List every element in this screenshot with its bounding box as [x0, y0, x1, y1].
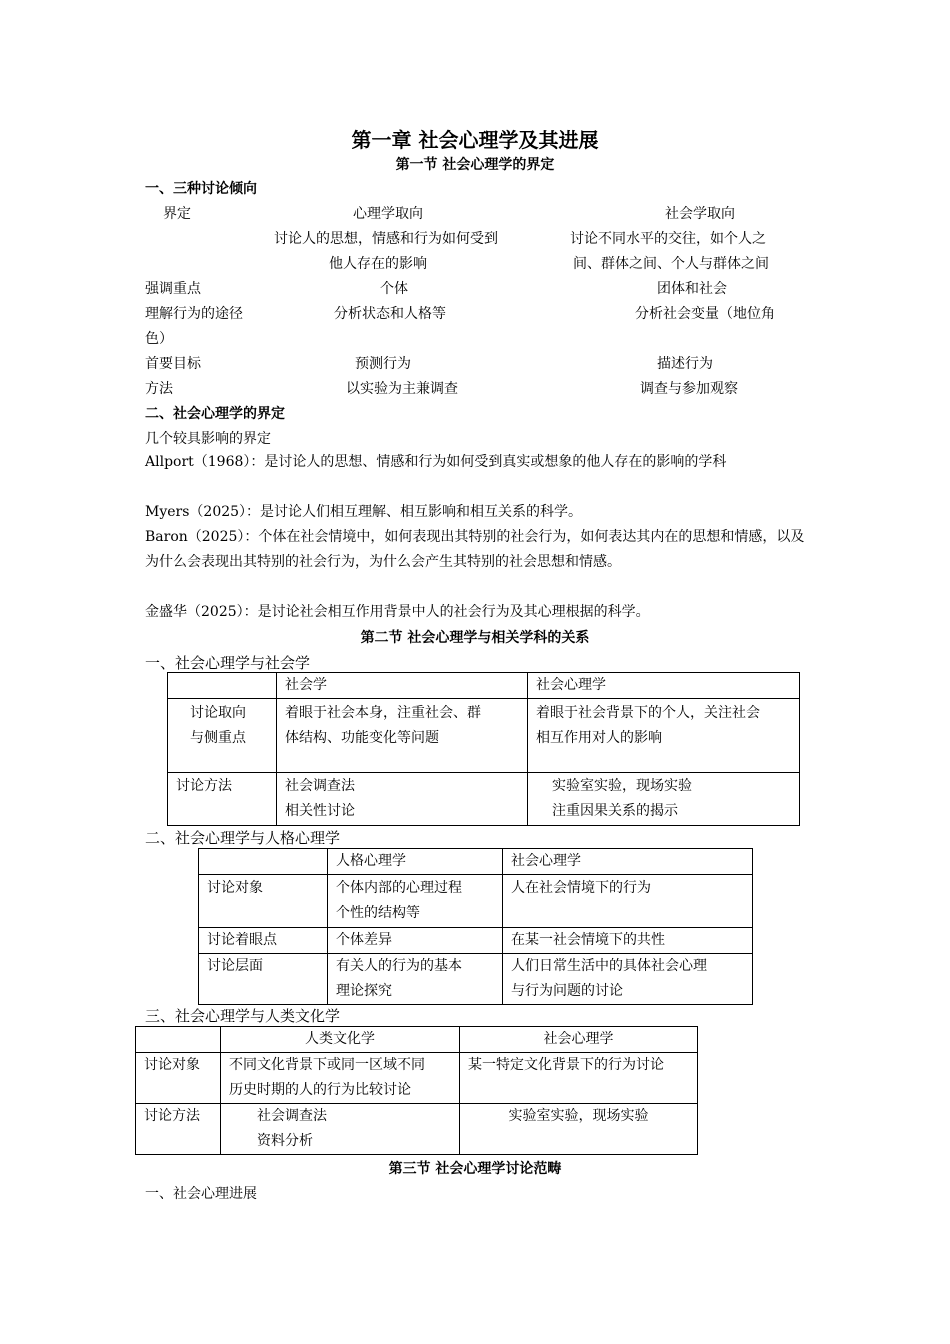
- cell-line: 体结构、功能变化等问题: [285, 730, 439, 746]
- table-row: [136, 1027, 698, 1053]
- heading-anthropology: 三、社会心理学与人类文化学: [145, 1007, 341, 1025]
- table-cell: [528, 773, 800, 826]
- tendency-path-psych: 分析状态和人格等: [334, 306, 446, 322]
- table-cell: [221, 1053, 460, 1104]
- cell-line: 人们日常生活中的具体社会心理: [511, 958, 707, 974]
- tendency-goal-soc: 描述行为: [657, 356, 713, 372]
- chapter-title: 第一章 社会心理学及其进展: [351, 128, 599, 152]
- cell-line: 有关人的行为的基本: [336, 958, 462, 974]
- table-cell: 某一特定文化背景下的行为讨论: [460, 1053, 698, 1104]
- cell-line: 与行为问题的讨论: [511, 983, 623, 999]
- table-row: [168, 773, 800, 826]
- definition-baron: Baron（2025）：个体在社会情境中，如何表现出其特别的社会行为，如何表达其内在的思想和情感，以及为什么会表现出其特别的社会行为，为什么会产生其特别的社会思想和情感。: [145, 529, 805, 570]
- tendency-emphasis-psych: 个体: [380, 281, 408, 297]
- tendency-method-soc: 调查与参加观察: [640, 381, 738, 397]
- tendency-path-soc: 分析社会变量（地位角: [635, 306, 775, 322]
- table-header-cell: 社会心理学: [528, 673, 800, 699]
- table-sociology-comparison: [167, 672, 800, 826]
- table-cell: 人在社会情境下的行为: [503, 875, 753, 928]
- tendency-def-soc-line1: 讨论不同水平的交往，如个人之: [570, 231, 766, 247]
- table-row: [136, 1104, 698, 1155]
- row-label-line: 与侧重点: [190, 730, 246, 746]
- table-cell: 在某一社会情境下的共性: [503, 928, 753, 954]
- table-cell: 讨论着眼点: [199, 928, 328, 954]
- table-cell: 讨论方法: [168, 773, 277, 826]
- tendency-col-label: 界定: [163, 206, 191, 222]
- tendency-method-psych: 以实验为主兼调查: [346, 381, 458, 397]
- tendency-def-psych-line1: 讨论人的思想，情感和行为如何受到: [274, 231, 498, 247]
- heading-definitions: 二、社会心理学的界定: [145, 406, 285, 422]
- table-header-cell: 社会学: [277, 673, 528, 699]
- table-header-cell: 社会心理学: [503, 849, 753, 875]
- tendency-goal-psych: 预测行为: [355, 356, 411, 372]
- table-cell: [328, 954, 503, 1005]
- table-anthropology-comparison: [135, 1026, 698, 1155]
- cell-line: 相关性讨论: [285, 803, 355, 819]
- table-cell: [221, 1104, 460, 1155]
- table-row: [168, 699, 800, 773]
- table-cell: [136, 1027, 221, 1053]
- table-cell: 实验室实验，现场实验: [460, 1104, 698, 1155]
- table-cell: 讨论方法: [136, 1104, 221, 1155]
- row-label-line: 讨论取向: [190, 705, 246, 721]
- cell-line: 理论探究: [336, 983, 392, 999]
- cell-line: 社会调查法: [285, 778, 355, 794]
- table-row: [136, 1053, 698, 1104]
- table-row: [168, 673, 800, 699]
- cell-line: 个性的结构等: [336, 905, 420, 921]
- definition-allport: Allport（1968）：是讨论人的思想、情感和行为如何受到真实或想象的他人存在的影响的学科: [145, 454, 727, 470]
- definition-myers: Myers（2025）：是讨论人们相互理解、相互影响和相互关系的科学。: [145, 504, 583, 520]
- cell-line: 资料分析: [257, 1133, 313, 1149]
- tendency-col-soc: 社会学取向: [665, 206, 735, 222]
- section-title: 第一节 社会心理学的界定: [395, 157, 555, 173]
- table-cell: 个体差异: [328, 928, 503, 954]
- table-row: [199, 849, 753, 875]
- cell-line: 历史时期的人的行为比较讨论: [229, 1082, 411, 1098]
- table-row: [199, 875, 753, 928]
- tendency-col-psych: 心理学取向: [353, 206, 423, 222]
- section3-title: 第三节 社会心理学讨论范畴: [388, 1161, 562, 1177]
- table-cell: [168, 699, 277, 773]
- table-row: [199, 954, 753, 1005]
- table-cell: [528, 699, 800, 773]
- heading-sociology: 一、社会心理学与社会学: [145, 654, 311, 672]
- cell-line: 不同文化背景下或同一区域不同: [229, 1057, 425, 1073]
- table-cell: [503, 954, 753, 1005]
- heading-development: 一、社会心理进展: [145, 1186, 257, 1202]
- cell-line: 相互作用对人的影响: [536, 730, 662, 746]
- table-row: [199, 928, 753, 954]
- table-header-cell: 人格心理学: [328, 849, 503, 875]
- tendency-goal-label: 首要目标: [145, 356, 201, 372]
- tendency-def-soc-line2: 间、群体之间、个人与群体之间: [573, 256, 769, 272]
- definitions-intro: 几个较具影响的界定: [145, 431, 271, 447]
- section2-title: 第二节 社会心理学与相关学科的关系: [360, 630, 590, 646]
- table-cell: 讨论层面: [199, 954, 328, 1005]
- table-personality-comparison: [198, 848, 753, 1005]
- tendency-emphasis-soc: 团体和社会: [657, 281, 727, 297]
- table-cell: [168, 673, 277, 699]
- cell-line: 注重因果关系的揭示: [552, 803, 678, 819]
- table-cell: [277, 773, 528, 826]
- cell-line: 社会调查法: [257, 1108, 327, 1124]
- table-header-cell: 人类文化学: [221, 1027, 460, 1053]
- tendency-emphasis-label: 强调重点: [145, 281, 201, 297]
- definition-jin: 金盛华（2025）：是讨论社会相互作用背景中人的社会行为及其心理根据的科学。: [145, 604, 650, 620]
- table-header-cell: 社会心理学: [460, 1027, 698, 1053]
- tendency-method-label: 方法: [145, 381, 173, 397]
- table-cell: [199, 849, 328, 875]
- table-cell: 讨论对象: [136, 1053, 221, 1104]
- tendency-path-soc-cont: 色）: [145, 331, 173, 347]
- cell-line: 着眼于社会本身，注重社会、群: [285, 705, 481, 721]
- table-cell: 讨论对象: [199, 875, 328, 928]
- cell-line: 着眼于社会背景下的个人，关注社会: [536, 705, 760, 721]
- heading-personality: 二、社会心理学与人格心理学: [145, 829, 341, 847]
- heading-three-tendencies: 一、三种讨论倾向: [145, 181, 257, 197]
- table-cell: [328, 875, 503, 928]
- tendency-def-psych-line2: 他人存在的影响: [329, 256, 427, 272]
- table-cell: [277, 699, 528, 773]
- cell-line: 个体内部的心理过程: [336, 880, 462, 896]
- tendency-path-label: 理解行为的途径: [145, 306, 243, 322]
- cell-line: 实验室实验，现场实验: [552, 778, 692, 794]
